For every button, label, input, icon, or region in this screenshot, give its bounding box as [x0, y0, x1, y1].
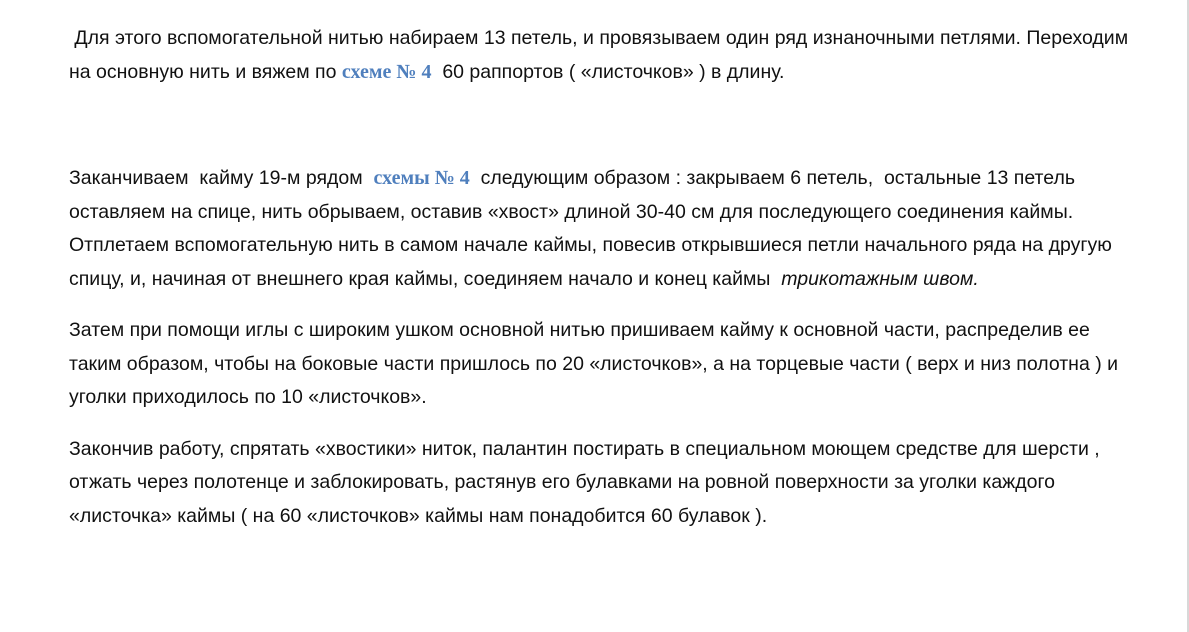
scheme-reference: схеме № 4: [341, 60, 432, 83]
paragraph-cast-on: [69, 22, 1134, 89]
paragraph-text: 60 раппортов ( «листочков» ) в длину.: [431, 60, 785, 83]
italic-term: трикотажным швом.: [781, 267, 979, 290]
paragraph-text: Заканчиваем кайму 19-м рядом: [69, 167, 374, 189]
scheme-reference: схемы № 4: [373, 167, 470, 189]
paragraph-text: Для этого вспомогательной нитью набираем 13 петель, и провязываем один ряд изнаночными петлями. Переходим на основную нить и вяжем по: [69, 27, 1134, 83]
paragraph-sew-border: Затем при помощи иглы с широким ушком основной нитью пришиваем кайму к основной части, распределив ее таким образом, чтобы на боковые части пришлось по 20 «листочков», а на торцевые части ( верх и низ полотна ) и уголки приходилось по 10 «листочков».: [69, 319, 1119, 408]
paragraph-blocking: Закончив работу, спрятать «хвостики» ниток, палантин постирать в специальном моющем средстве для шерсти , отжать через полотенце и заблокировать, растянув его булавками на ровной поверхности за уголки каждого «листочка» каймы ( на 60 «листочков» каймы нам понадобится 60 булавок ).: [69, 437, 1100, 527]
paragraph-text: следующим образом : закрываем 6 петель, остальные 13 петель оставляем на спице, нить обрываем, оставив «хвост» длиной 30-40 см для последующего соединения каймы. Отплетаем вспомогательную нить в самом начале каймы, повесив открывшиеся петли начального ряда на другую спицу, и, начиная от внешнего края каймы, соединяем начало и конец каймы: [69, 167, 1118, 290]
document-body: [69, 22, 1134, 533]
paragraph-finish-border: [69, 162, 1129, 296]
